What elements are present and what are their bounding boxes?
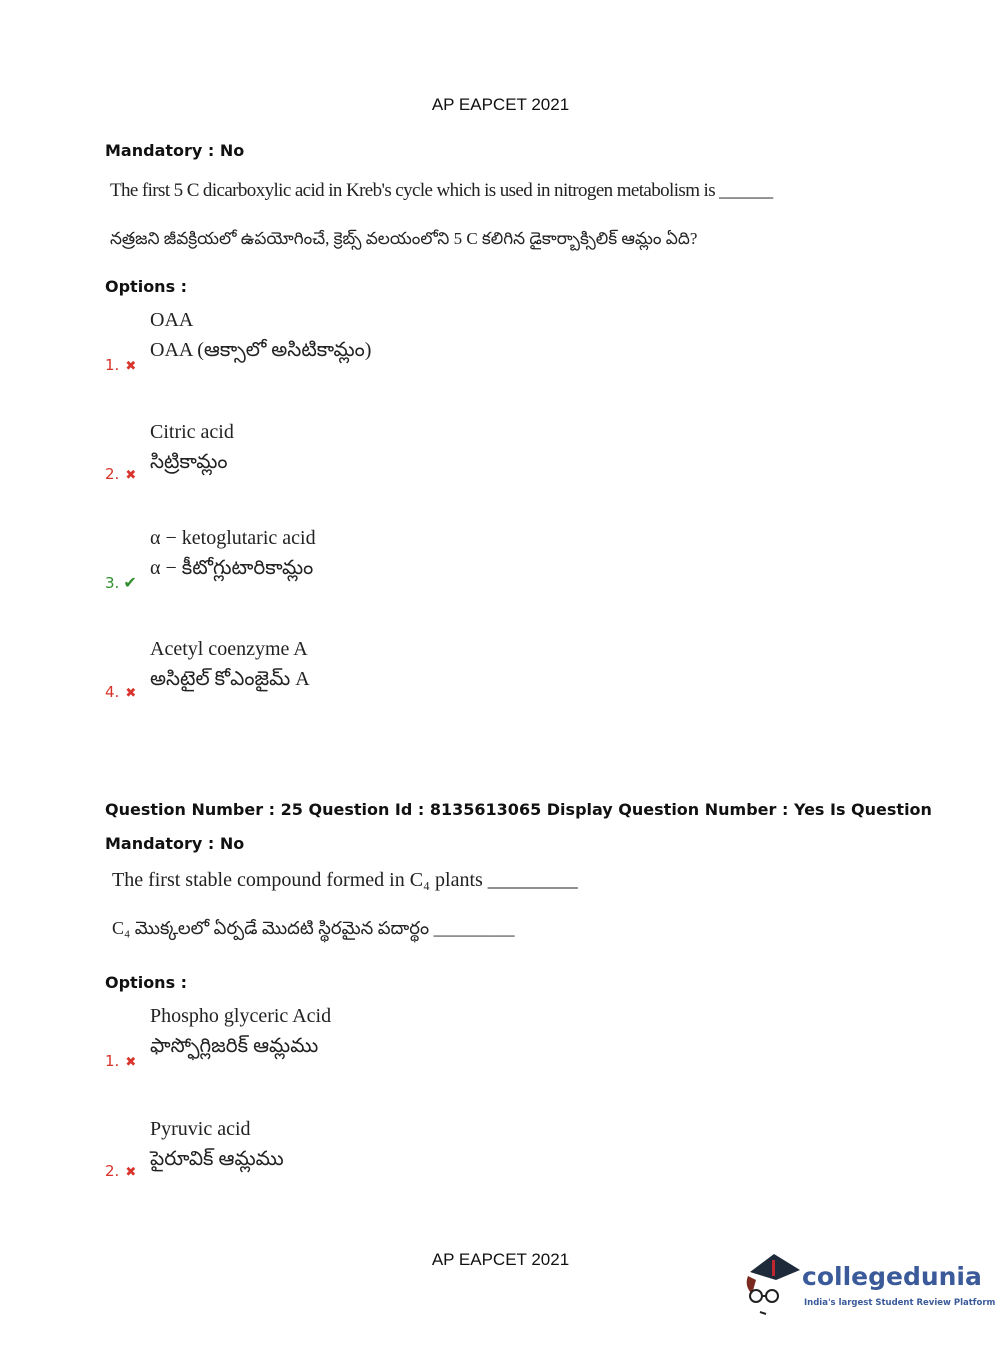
- logo-tagline: India's largest Student Review Platform: [804, 1298, 996, 1308]
- cross-icon: ✖: [125, 686, 137, 701]
- check-icon: ✔: [123, 573, 137, 592]
- q1-option-1-te: OAA (ఆక్సాలో అసిటికామ్లం): [150, 339, 372, 361]
- q1-option-4[interactable]: [105, 683, 136, 701]
- q2-mandatory: Mandatory : No: [105, 834, 245, 853]
- q1-options-label: Options :: [105, 277, 188, 296]
- q1-text-en: The first 5 C dicarboxylic acid in Kreb's cycle which is used in nitrogen metabolism is ______: [110, 180, 773, 201]
- q1-option-1[interactable]: [105, 356, 136, 374]
- q1-option-4-te: అసిటైల్ కోఎంజైమ్ A: [150, 668, 310, 690]
- q1-mandatory: Mandatory : No: [105, 141, 245, 160]
- q1-option-4-en: Acetyl coenzyme A: [150, 638, 308, 660]
- option-number: 2.: [105, 465, 120, 483]
- q1-option-3-te: α − కీటోగ్లుటారికామ్లం: [150, 557, 314, 579]
- cross-icon: ✖: [125, 1055, 137, 1070]
- q1-text-te: నత్రజని జీవక్రియలో ఉపయోగించే, క్రెబ్స్ వలయంలోని 5 C కలిగిన డైకార్బాక్సిలిక్ ఆమ్లం ఏది?: [110, 229, 698, 248]
- page-footer: AP EAPCET 2021: [431, 1250, 570, 1269]
- q2-text-te: C₄ మొక్కలలో ఏర్పడే మొదటి స్థిరమైన పదార్థం _________: [112, 918, 515, 938]
- option-number: 4.: [105, 683, 120, 701]
- q1-option-1-en: OAA: [150, 309, 194, 331]
- page-header: AP EAPCET 2021: [431, 95, 570, 114]
- cross-icon: ✖: [125, 359, 137, 374]
- q1-option-2-en: Citric acid: [150, 421, 234, 443]
- collegedunia-logo: [742, 1250, 996, 1316]
- option-number: 3.: [105, 574, 120, 592]
- q2-text-en: The first stable compound formed in C₄ plants _________: [112, 869, 578, 891]
- option-number: 2.: [105, 1162, 120, 1180]
- q2-options-label: Options :: [105, 973, 188, 992]
- cross-icon: ✖: [125, 468, 137, 483]
- q2-option-2[interactable]: [105, 1162, 136, 1180]
- cross-icon: ✖: [125, 1165, 137, 1180]
- q2-meta: Question Number : 25 Question Id : 8135613065 Display Question Number : Yes Is Question: [105, 800, 932, 819]
- q1-option-2-te: సిట్రికామ్లం: [150, 451, 228, 473]
- q2-option-2-te: పైరూవిక్ ఆమ్లము: [150, 1148, 284, 1170]
- q1-option-3[interactable]: [105, 573, 137, 592]
- q2-option-1[interactable]: [105, 1052, 136, 1070]
- option-number: 1.: [105, 1052, 120, 1070]
- q2-option-2-en: Pyruvic acid: [150, 1118, 251, 1140]
- q1-option-3-en: α − ketoglutaric acid: [150, 527, 316, 549]
- q1-option-2[interactable]: [105, 465, 136, 483]
- student-mascot-icon: [742, 1250, 802, 1316]
- q2-option-1-en: Phospho glyceric Acid: [150, 1005, 332, 1027]
- logo-wordmark: collegedunia: [802, 1262, 982, 1291]
- q2-option-1-te: ఫాస్ఫోగ్లిజరిక్ ఆమ్లము: [150, 1035, 319, 1057]
- option-number: 1.: [105, 356, 120, 374]
